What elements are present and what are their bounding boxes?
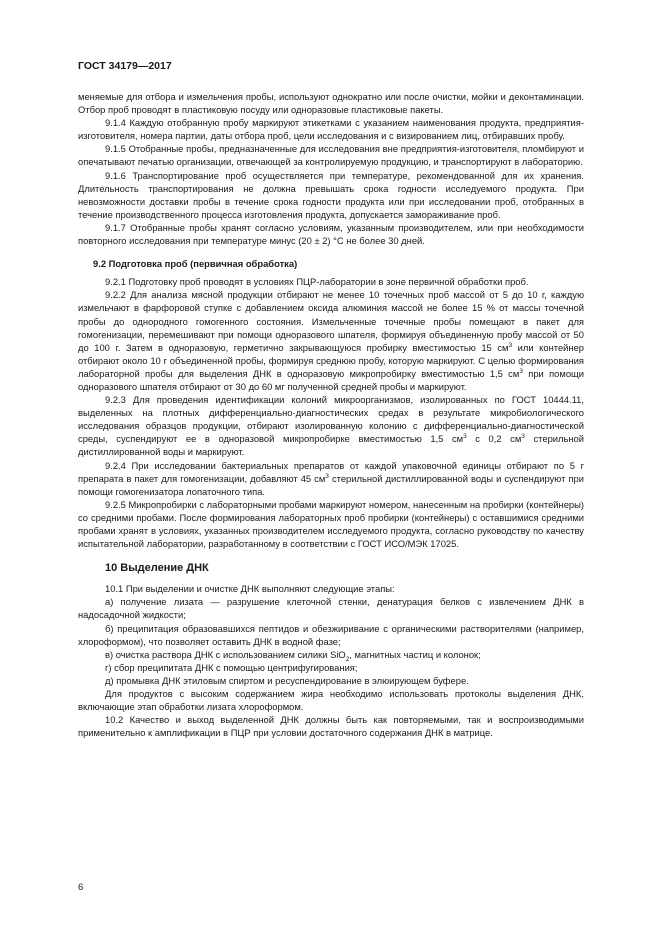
paragraph-9-2-3: 9.2.3 Для проведения идентификации колоний микроорганизмов, изолированных по ГОСТ 10444.11, выделенных на плотных дифференциально-диагностических средах в результате микробиологического исследования образцов продукции, отбирают изолированную колонию с дифференциально-диагностической среды, суспендируют ее в одноразовой микропробирке вместимостью 1,5 $см^3$ с 0,2 $см^3$ стерильной дистиллированной воды и маркируют. — [78, 394, 584, 458]
page-number: 6 — [78, 882, 84, 893]
paragraph-9-2-1: 9.2.1 Подготовку проб проводят в условиях ПЦР-лаборатории в зоне первичной обработки проб. — [105, 276, 529, 288]
paragraph-10-1: 10.1 При выделении и очистке ДНК выполняют следующие этапы: — [105, 583, 395, 595]
paragraph-9-1-5: 9.1.5 Отобранные пробы, предназначенные для исследования вне предприятия-изготовителя, пломбируют и опечатывают печатью организации, отвечающей за контролируемую продукцию, и транспортируют в лабораторию. — [78, 143, 584, 168]
paragraph-continuation: меняемые для отбора и измельчения пробы, используют однократно или после очистки, мойки и деконтаминации. Отбор проб проводят в пластиковую посуду или одноразовые пластиковые пакеты. — [78, 91, 584, 116]
paragraph-10-2: 10.2 Качество и выход выделенной ДНК должны быть как повторяемыми, так и воспроизводимыми применительно к амплификации в ПЦР при условии достаточного содержания ДНК в матрице. — [78, 714, 584, 739]
paragraph-9-2-2: 9.2.2 Для анализа мясной продукции отбирают не менее 10 точечных проб массой от 5 до 10 г, каждую измельчают в фарфоровой ступке с добавлением оксида алюминия массой не более 15 % от массы точечной пробы до однородного гомогенного состояния. Измельченные точечные пробы помещают в пакет для гомогенизации, перемешивают при помощи одноразового шпателя, формируя объединенную пробу массой от 50 до 100 г. Затем в одноразовую, герметично закрывающуюся пробирку вместимостью 15 $см^3$ или контейнер отбирают около 10 г объединенной пробы, формируя среднюю пробу, которую маркируют. С целью формирования лабораторной пробы для выделения ДНК в одноразовую микропробирку вместимостью 1,5 $см^3$ при помощи одноразового шпателя отбирают от 30 до 60 мг полученной средней пробы и маркируют. — [78, 289, 585, 392]
paragraph-9-1-7: 9.1.7 Отобранные пробы хранят согласно условиям, указанным производителем, или при необходимости повторного исследования при температуре минус (20 ± 2) °С не более 30 дней. — [78, 221, 584, 247]
list-item-b: б) преципитация образовавшихся пептидов и обезжиривание с органическими растворителями (например, хлороформом), что позволяет оставить ДНК в водной фазе; — [78, 622, 584, 647]
paragraph-9-2-4: 9.2.4 При исследовании бактериальных препаратов от каждой упаковочной единицы отбирают по 5 г препарата в пакет для гомогенизации, добавляют 45 $см^3$ стерильной дистиллированной воды и суспендируют при помощи гомогенизатора лопаточного типа. — [78, 459, 584, 497]
paragraph-9-2-5: 9.2.5 Микропробирки с лабораторными пробами маркируют номером, нанесенным на пробирки (контейнеры) со средними пробами. После формирования лабораторных проб пробирки (контейнеры) с оставшимися средними пробами хранят в условиях, указанных производителем исследуемого продукта, согласно руководству по качеству испытательной лаборатории, разработанному в соответствии с ГОСТ ИСО/МЭК 17025. — [78, 498, 584, 550]
list-item-v: в) очистка раствора ДНК с использованием силики SiO$_2$, магнитных частиц и колонок; — [105, 648, 481, 663]
paragraph-9-1-6: 9.1.6 Транспортирование проб осуществляется при температуре, рекомендованной для их хранения. Длительность транспортирования не должна превышать срока годности исследуемого продукта. При невозможности доставки пробы в течение срока годности продукта или при исследовании проб, отобранных в течение производственного процесса изготовления продукта, допускается замораживание проб. — [78, 169, 584, 220]
paragraph-fat-products: Для продуктов с высоким содержанием жира необходимо использовать протоколы выделения ДНК, включающие этап обработки лизата хлороформом. — [78, 688, 584, 713]
document-body — [78, 90, 584, 739]
list-item-g: г) сбор преципитата ДНК с помощью центрифугирования; — [105, 661, 358, 673]
list-item-a: а) получение лизата — разрушение клеточной стенки, денатурация белков с извлечением ДНК в надосадочной жидкости; — [78, 596, 584, 621]
document-header: ГОСТ 34179—2017 — [78, 60, 172, 72]
section-heading-10: 10 Выделение ДНК — [105, 562, 209, 575]
paragraph-9-1-4: 9.1.4 Каждую отобранную пробу маркируют этикетками с указанием наименования продукта, предприятия-изготовителя, номера партии, даты отбора проб, цели исследования и с визированием лиц, отбиравших пробу. — [78, 117, 584, 142]
subsection-heading-9-2: 9.2 Подготовка проб (первичная обработка) — [93, 258, 298, 270]
list-item-d: д) промывка ДНК этиловым спиртом и ресуспендирование в элюирующем буфере. — [105, 674, 469, 686]
